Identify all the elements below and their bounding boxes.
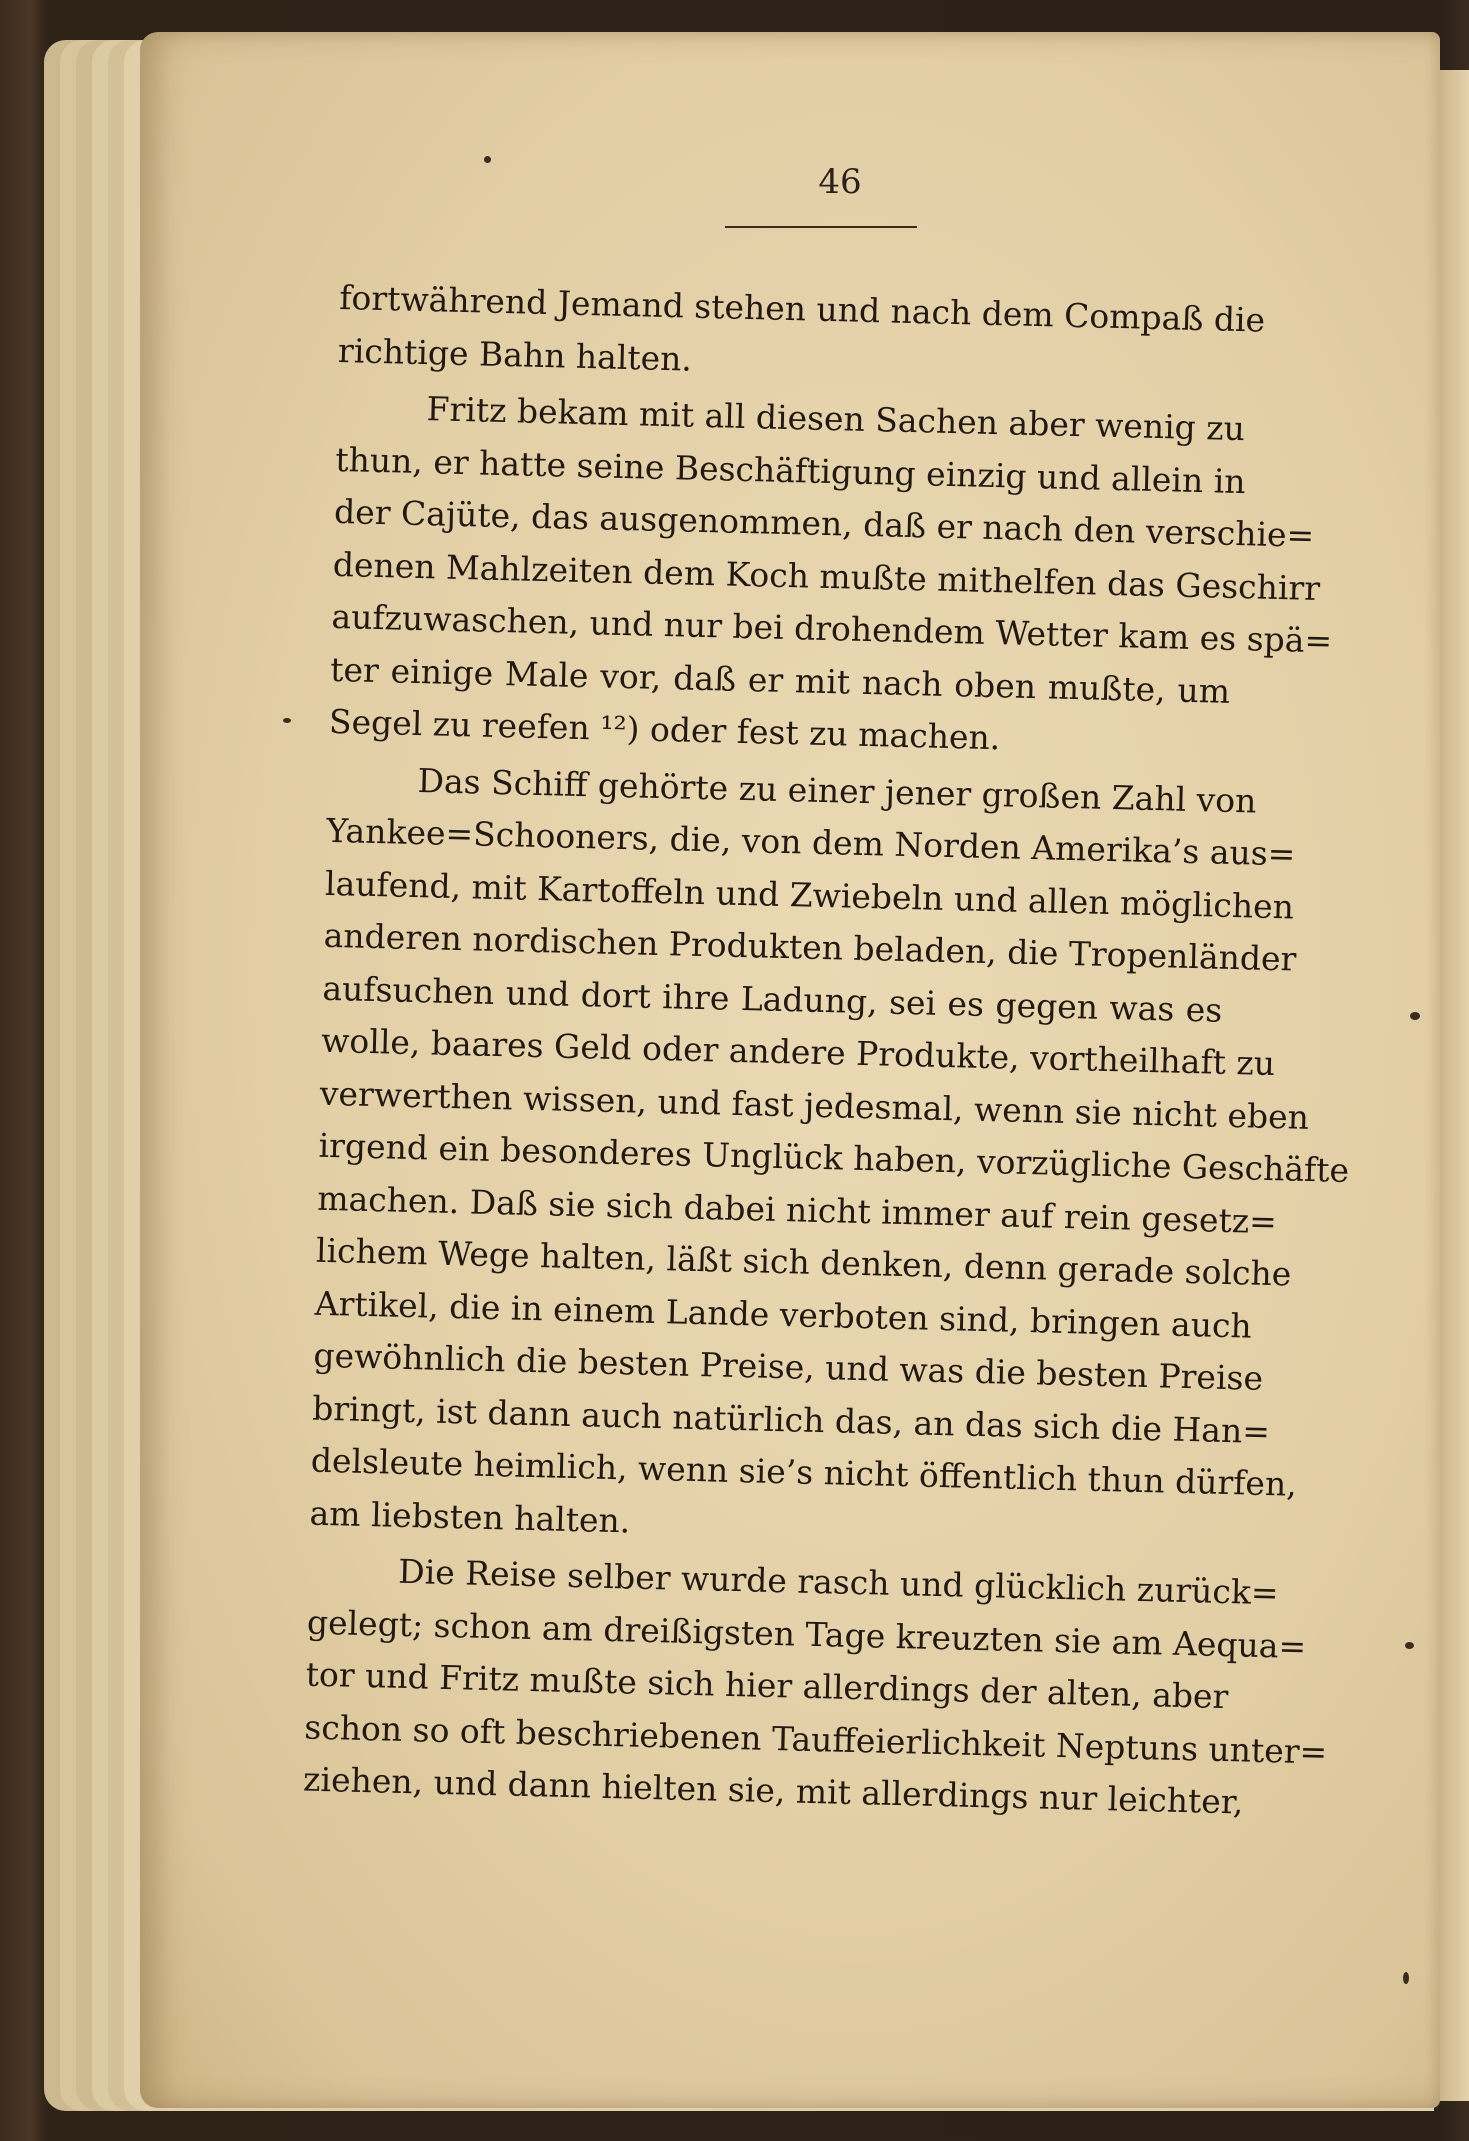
text-line: lichem Wege halten, läßt sich denken, denn gerade solche [315, 1230, 1292, 1294]
ink-speck [1403, 1972, 1409, 1984]
text-line: aufsuchen und dort ihre Ladung, sei es gegen was es [322, 968, 1223, 1030]
ink-speck [1410, 1012, 1420, 1020]
text-line: irgend ein besonderes Unglück haben, vorzügliche Geschäfte [318, 1125, 1350, 1190]
facing-page-edge [1439, 70, 1469, 2101]
body-text [302, 272, 1350, 1828]
ink-speck [283, 718, 291, 723]
text-line: der Cajüte, das ausgenommen, daß er nach den verschie= [333, 491, 1315, 555]
text-line: denen Mahlzeiten dem Koch mußte mithelfen das Geschirr [332, 544, 1321, 608]
text-line: schon so oft beschriebenen Tauffeierlichkeit Neptuns unter= [303, 1707, 1328, 1772]
text-line: Die Reise selber wurde rasch und glücklich zurück= [397, 1551, 1280, 1613]
text-line: aufzuwaschen, und nur bei drohendem Wetter kam es spä= [331, 596, 1333, 661]
page-number: 46 [818, 162, 862, 202]
text-line: ter einige Male vor, daß er mit nach oben mußte, um [329, 649, 1231, 711]
text-line: Das Schiff gehörte zu einer jener großen Zahl von [417, 760, 1257, 821]
text-line: delsleute heimlich, wenn sie’s nicht öffentlich thun dürfen, [310, 1440, 1298, 1504]
text-line: tor und Fritz mußte sich hier allerdings der alten, aber [305, 1654, 1229, 1717]
text-line: machen. Daß sie sich dabei nicht immer auf rein gesetz= [316, 1178, 1278, 1241]
ink-speck [484, 156, 491, 163]
text-line: anderen nordischen Produkten beladen, die Tropenländer [323, 915, 1297, 979]
text-line: wolle, baares Geld oder andere Produkte, vortheilhaft zu [320, 1020, 1276, 1084]
text-line: laufend, mit Kartoffeln und Zwiebeln und allen möglichen [324, 863, 1295, 926]
text-line: Artikel, die in einem Lande verboten sind, bringen auch [314, 1283, 1253, 1346]
book-page [140, 32, 1440, 2108]
text-line: bringt, ist dann auch natürlich das, an das sich die Han= [311, 1388, 1271, 1451]
text-line: thun, er hatte seine Beschäftigung einzig und allein in [334, 439, 1247, 501]
text-line: verwerthen wissen, und fast jedesmal, wenn sie nicht eben [319, 1073, 1310, 1137]
text-line: ziehen, und dann hielten sie, mit allerdings nur leichter, [302, 1759, 1244, 1822]
header-rule [725, 226, 917, 228]
text-line: fortwährend Jemand stehen und nach dem Compaß die [338, 277, 1266, 340]
text-line: gewöhnlich die besten Preise, und was die besten Preise [313, 1335, 1264, 1398]
text-line: Yankee=Schooners, die, von dem Norden Amerika’s aus= [325, 810, 1296, 874]
ink-speck [1405, 1642, 1414, 1649]
text-line: richtige Bahn halten. [337, 330, 693, 379]
text-line: Segel zu reefen ¹²) oder fest zu machen. [328, 701, 1001, 758]
text-line: am liebsten halten. [309, 1493, 631, 1540]
text-line: gelegt; schon am dreißigsten Tage kreuzten sie am Aequa= [306, 1602, 1307, 1666]
text-line: Fritz bekam mit all diesen Sachen aber wenig zu [426, 389, 1246, 449]
